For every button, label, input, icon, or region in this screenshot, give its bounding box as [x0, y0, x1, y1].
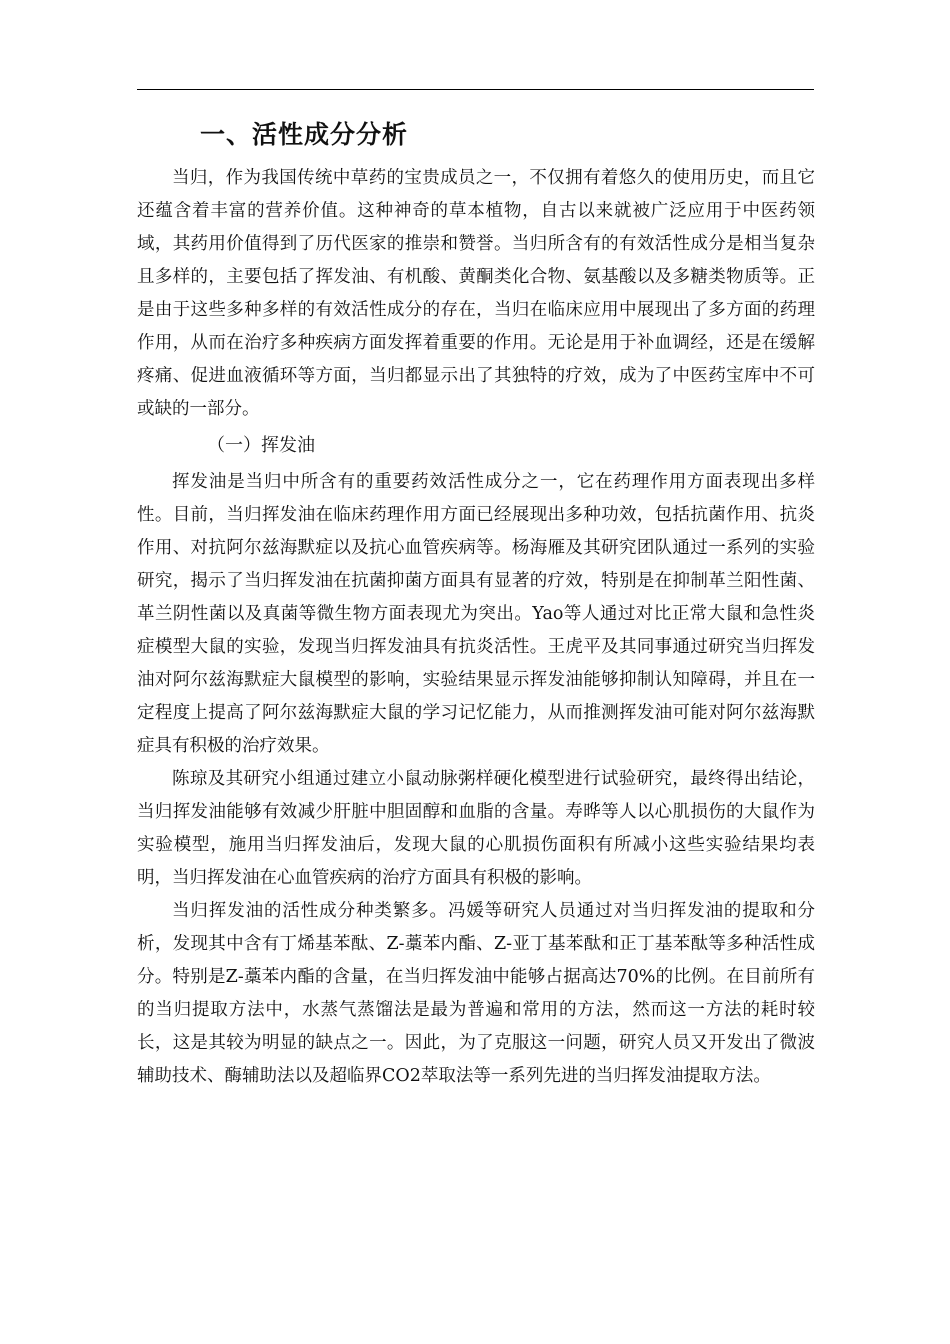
paragraph-cardiovascular-study: 陈琼及其研究小组通过建立小鼠动脉粥样硬化模型进行试验研究，最终得出结论，当归挥发油能够有效减少肝脏中胆固醇和血脂的含量。寿晔等人以心肌损伤的大鼠作为实验模型，施用当归挥发油后，发现大鼠的心肌损伤面积有所减小这些实验结果均表明，当归挥发油在心血管疾病的治疗方面具有积极的影响。: [137, 769, 815, 888]
paragraph-volatile-oil-effects: 挥发油是当归中所含有的重要药效活性成分之一，它在药理作用方面表现出多样性。目前，当归挥发油在临床药理作用方面已经展现出多种功效，包括抗菌作用、抗炎作用、对抗阿尔兹海默症以及抗心血管疾病等。杨海雁及其研究团队通过一系列的实验研究，揭示了当归挥发油在抗菌抑菌方面具有显著的疗效，特别是在抑制革兰阳性菌、革兰阴性菌以及真菌等微生物方面表现尤为突出。Yao等人通过对比正常大鼠和急性炎症模型大鼠的实验，发现当归挥发油具有抗炎活性。王虎平及其同事通过研究当归挥发油对阿尔兹海默症大鼠模型的影响，实验结果显示挥发油能够抑制认知障碍，并且在一定程度上提高了阿尔兹海默症大鼠的学习记忆能力，从而推测挥发油可能对阿尔兹海默症具有积极的治疗效果。: [137, 472, 815, 756]
header-rule: [137, 89, 814, 90]
section-heading: 一、活性成分分析: [200, 120, 409, 149]
paragraph-active-components: 当归挥发油的活性成分种类繁多。冯媛等研究人员通过对当归挥发油的提取和分析，发现其中含有丁烯基苯酞、Z-藁苯内酯、Z-亚丁基苯酞和正丁基苯酞等多种活性成分。特别是Z-藁苯内酯的含量，在当归挥发油中能够占据高达70%的比例。在目前所有的当归提取方法中，水蒸气蒸馏法是最为普遍和常用的方法，然而这一方法的耗时较长，这是其较为明显的缺点之一。因此，为了克服这一问题，研究人员又开发出了微波辅助技术、酶辅助法以及超临界CO2萃取法等一系列先进的当归挥发油提取方法。: [137, 901, 815, 1086]
intro-paragraph: 当归，作为我国传统中草药的宝贵成员之一，不仅拥有着悠久的使用历史，而且它还蕴含着丰富的营养价值。这种神奇的草本植物，自古以来就被广泛应用于中医药领域，其药用价值得到了历代医家的推崇和赞誉。当归所含有的有效活性成分是相当复杂且多样的，主要包括了挥发油、有机酸、黄酮类化合物、氨基酸以及多糖类物质等。正是由于这些多种多样的有效活性成分的存在，当归在临床应用中展现出了多方面的药理作用，从而在治疗多种疾病方面发挥着重要的作用。无论是用于补血调经，还是在缓解疼痛、促进血液循环等方面，当归都显示出了其独特的疗效，成为了中医药宝库中不可或缺的一部分。: [137, 168, 815, 419]
subsection-heading: （一）挥发油: [207, 435, 315, 456]
document-body: [137, 108, 815, 1093]
